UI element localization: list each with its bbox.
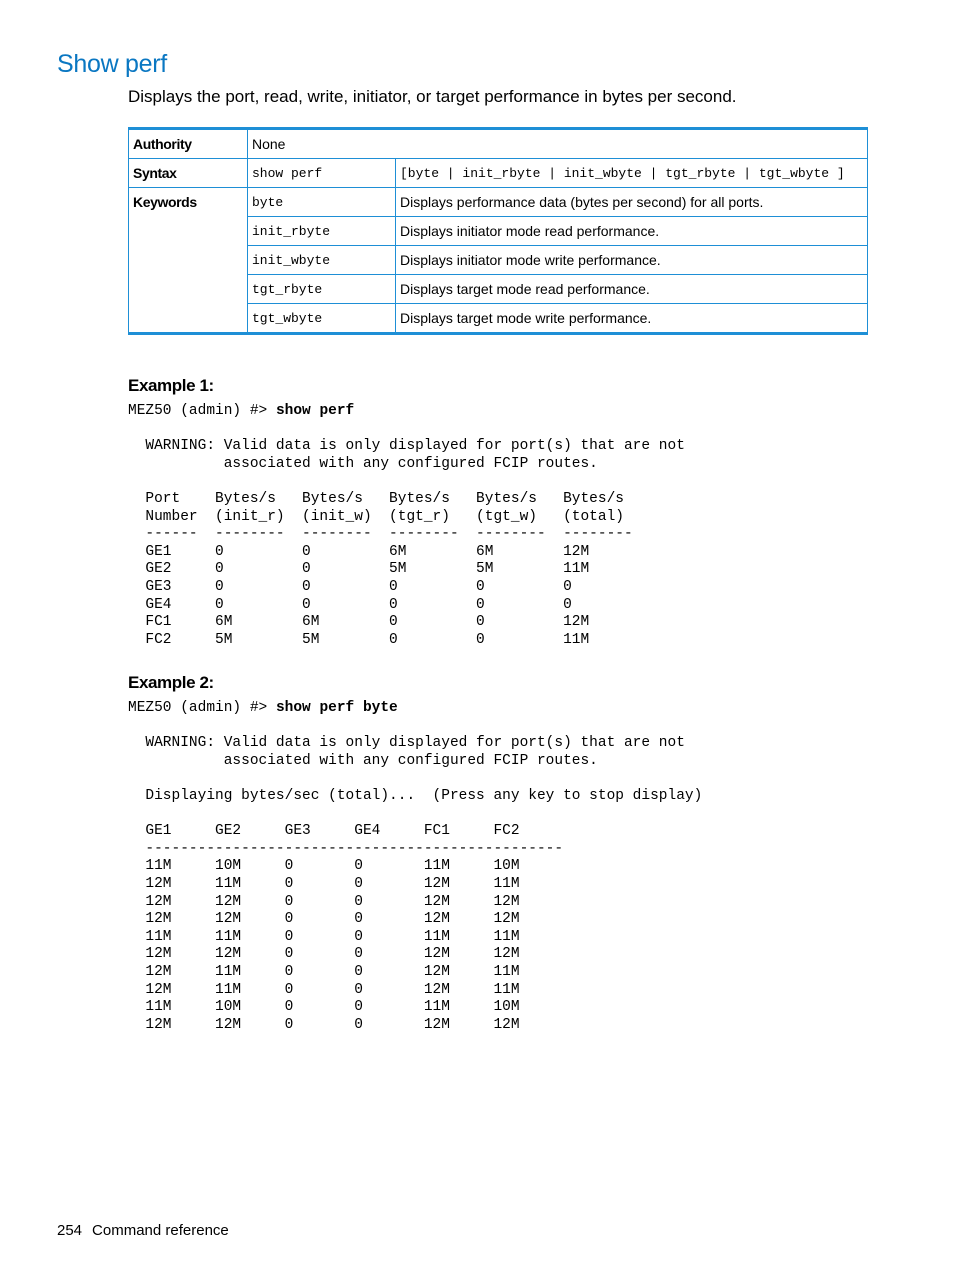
keywords-label: Keywords — [129, 188, 248, 334]
keyword-description: Displays target mode read performance. — [396, 275, 868, 304]
keyword-name: tgt_rbyte — [248, 275, 396, 304]
example-2-command: show perf byte — [275, 700, 398, 716]
syntax-row — [129, 159, 868, 188]
authority-row — [129, 129, 868, 159]
example-1-title: Example 1: — [128, 376, 214, 395]
page-footer — [57, 1222, 239, 1239]
keyword-description: Displays performance data (bytes per second) for all ports. — [396, 188, 868, 217]
keyword-name: init_wbyte — [248, 246, 396, 275]
footer-section: Command reference — [92, 1222, 229, 1239]
example-1-prompt: MEZ50 (admin) #> — [128, 403, 276, 419]
example-2-prompt: MEZ50 (admin) #> — [128, 700, 276, 716]
authority-value: None — [248, 129, 868, 159]
command-table — [128, 127, 868, 335]
syntax-arguments: [byte | init_rbyte | init_wbyte | tgt_rbyte | tgt_wbyte ] — [396, 159, 868, 188]
keyword-name: init_rbyte — [248, 217, 396, 246]
intro-text: Displays the port, read, write, initiator, or target performance in bytes per second. — [128, 87, 737, 106]
keyword-description: Displays target mode write performance. — [396, 304, 868, 334]
syntax-command: show perf — [248, 159, 396, 188]
example-2-code — [128, 700, 702, 1034]
example-1-code — [128, 403, 685, 649]
example-1-command: show perf — [275, 403, 355, 419]
example-2-title: Example 2: — [128, 673, 214, 692]
keyword-name: byte — [248, 188, 396, 217]
keyword-description: Displays initiator mode read performance. — [396, 217, 868, 246]
keyword-name: tgt_wbyte — [248, 304, 396, 334]
example-2-output: WARNING: Valid data is only displayed for port(s) that are not associated with any configured FCIP routes. Displaying bytes/sec (total)... (Press any key to stop display) GE1 GE2 GE3 GE4 FC1 FC2 ------------------------------------------------ 11M 10M 0 0 11M 10M 12M 11M 0 0 12M 11M 12M 12M 0 0 12M 12M 12M 12M 0 0 12M 12M 11M 11M 0 0 11M 11M 12M 12M 0 0 12M 12M 12M 11M 0 0 12M 11M 12M 11M 0 0 12M 11M 11M 10M 0 0 11M 10M 12M 12M 0 0 12M 12M — [145, 735, 703, 1033]
keyword-row — [129, 188, 868, 217]
authority-label: Authority — [129, 129, 248, 159]
example-1-output: WARNING: Valid data is only displayed for port(s) that are not associated with any configured FCIP routes. Port Bytes/s Bytes/s Bytes/s Bytes/s Bytes/s Number (init_r) (init_w) (tgt_r) (tgt_w) (total) ------ -------- -------- -------- -------- -------- GE1 0 0 6M 6M 12M GE2 0 0 5M 5M 11M GE3 0 0 0 0 0 GE4 0 0 0 0 0 FC1 6M 6M 0 0 12M FC2 5M 5M 0 0 11M — [145, 438, 685, 648]
page-number: 254 — [57, 1222, 83, 1239]
page-title: Show perf — [57, 50, 167, 78]
syntax-label: Syntax — [129, 159, 248, 188]
keyword-description: Displays initiator mode write performance. — [396, 246, 868, 275]
